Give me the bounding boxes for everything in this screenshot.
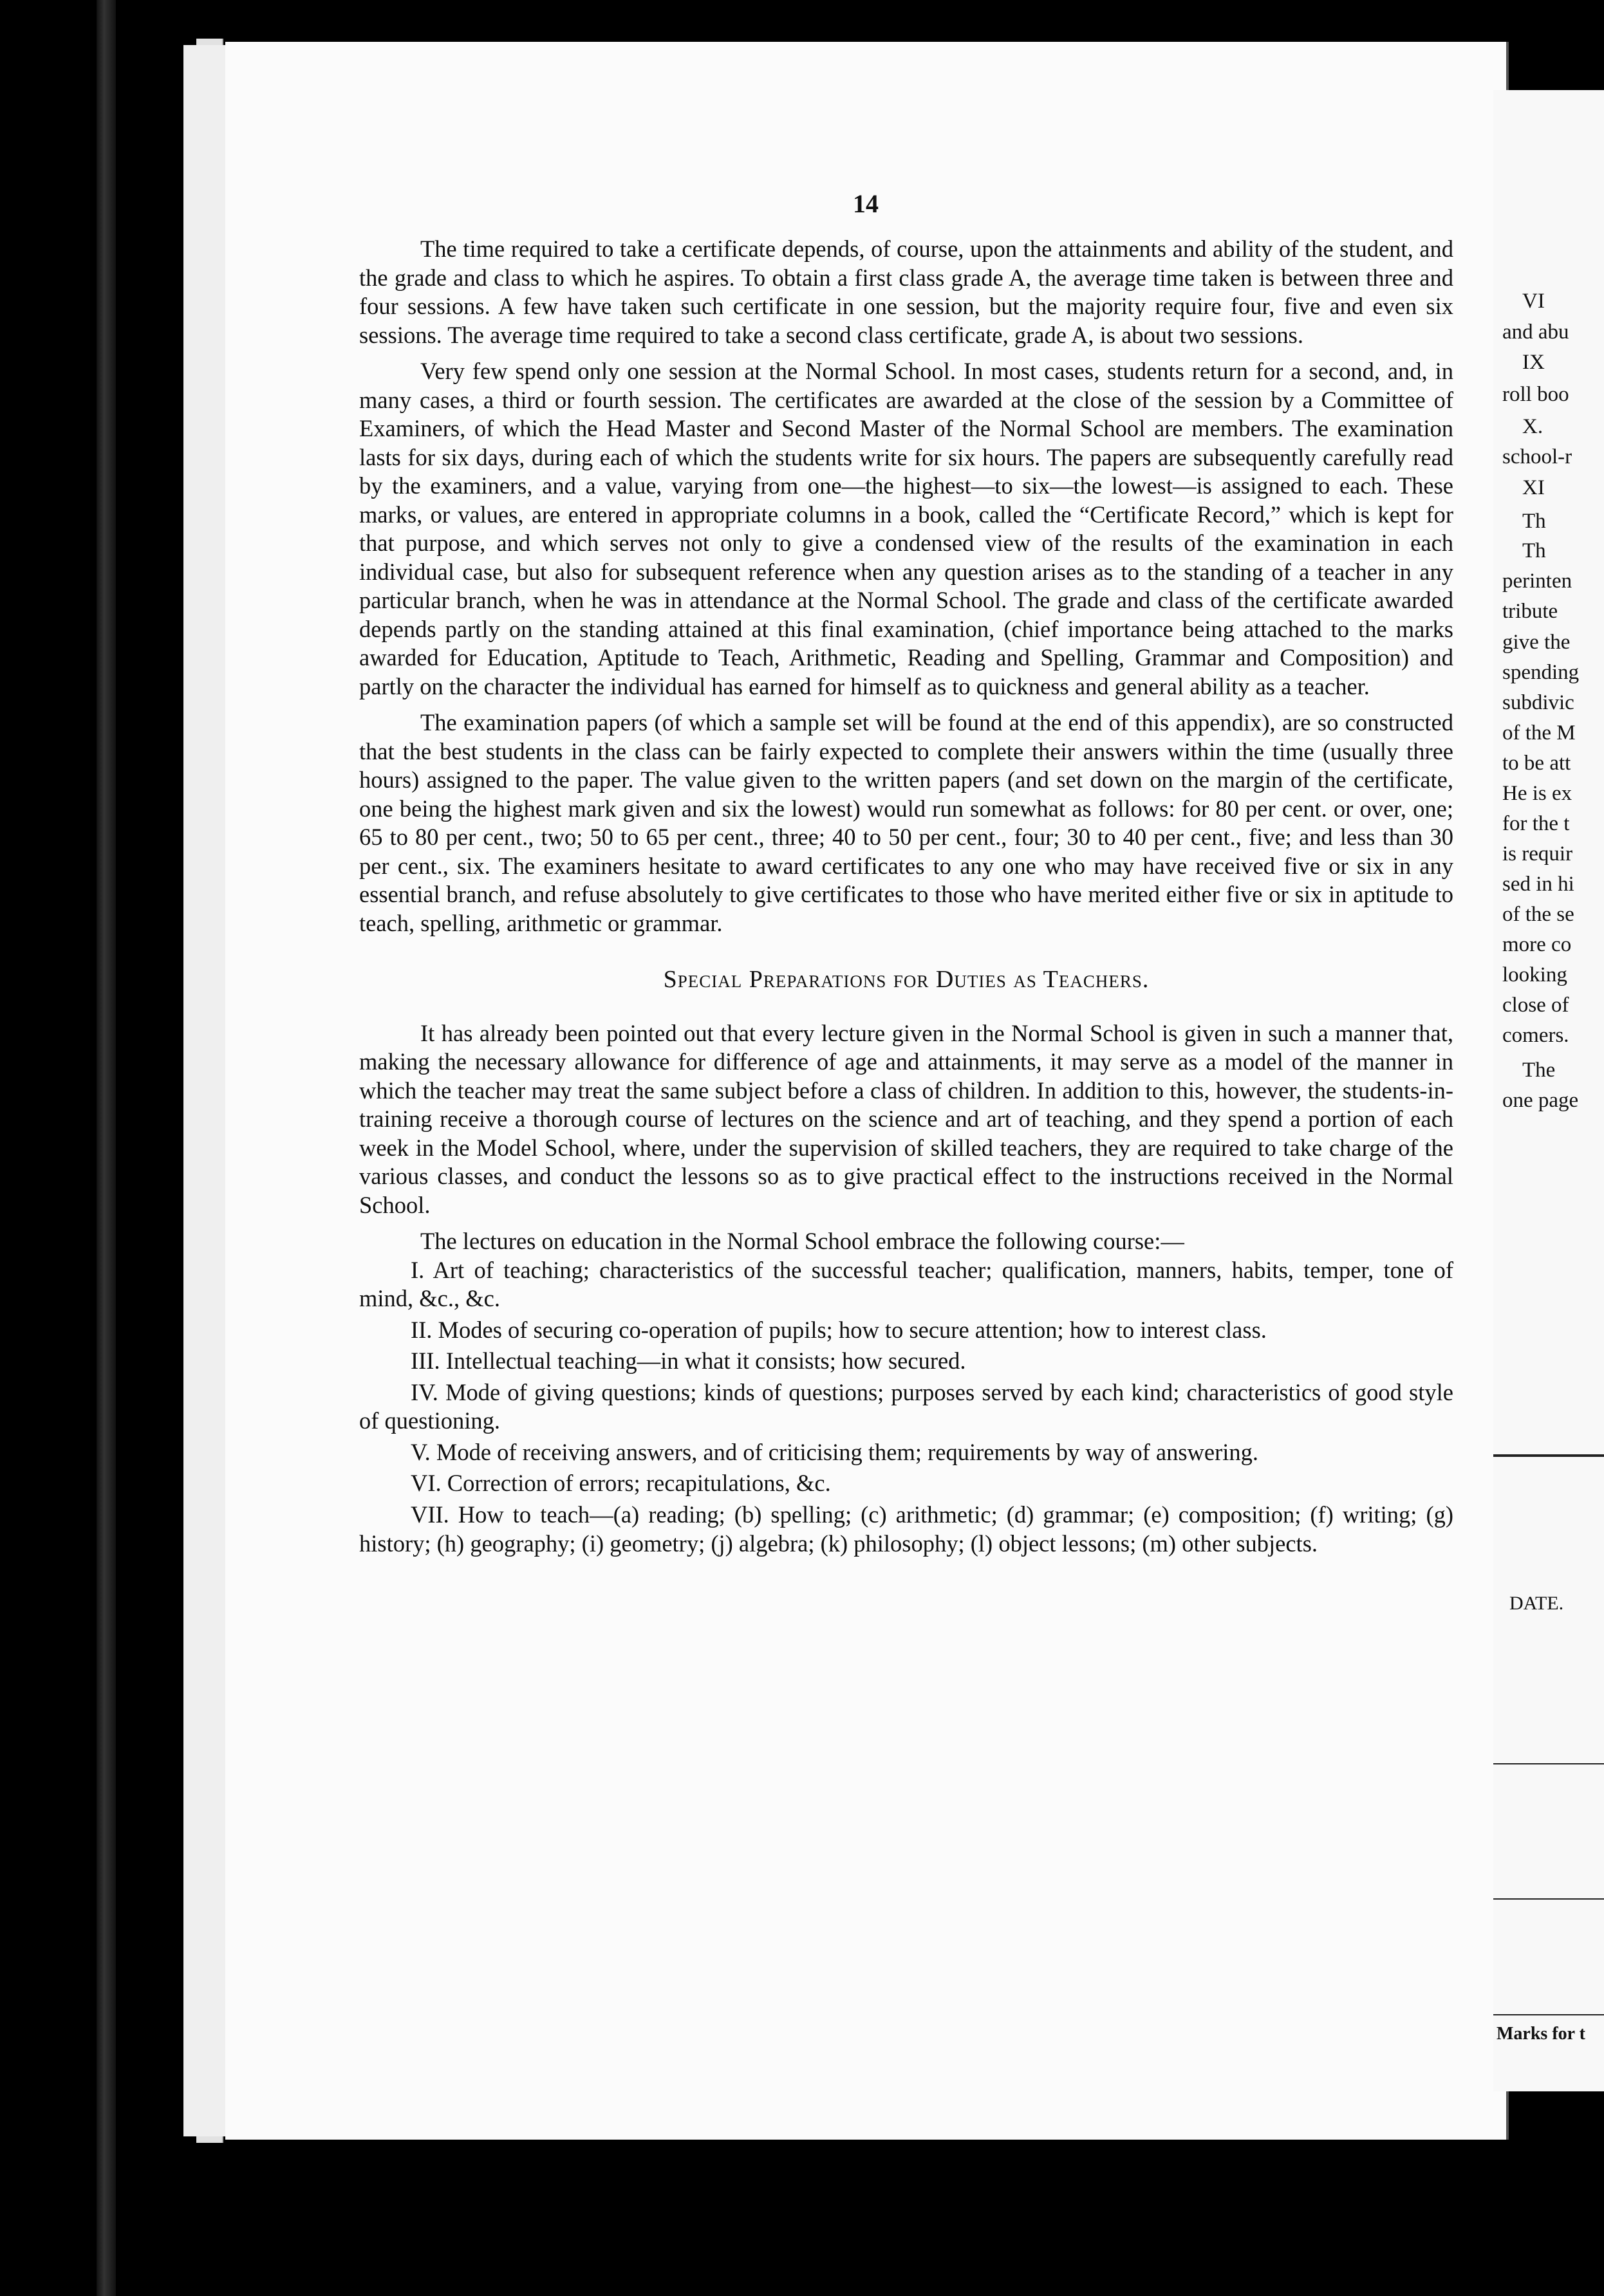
adjacent-page-text: spending [1502,661,1580,684]
adjacent-page-text: tribute [1502,600,1558,623]
adjacent-page-text: X. [1522,415,1543,438]
paragraph: It has already been pointed out that every lecture given in the Normal School is given in such a manner that, making the necessary allowance for difference of age and attainments, it may serve as a model of the manner in which the teacher may treat the same subject before a class of children. In addition to this, however, the students-in-training receive a thorough course of lectures on the science and art of teaching, and they spend a portion of each week in the Model School, where, under the supervision of skilled teachers, they are required to take charge of the various classes, and conduct the lessons so as to give practical effect to the instructions received in the Normal School. [359,1019,1453,1218]
page-number: 14 [853,189,879,218]
adjacent-page-rule [1493,1763,1604,1764]
paragraph: Very few spend only one session at the Normal School. In most cases, students return for a second, and, in many cases, a third or fourth session. The certificates are awarded at the close of the session by a Committee of Examiners, of which the Head Master and Second Master of the Normal School are members. The examination lasts for six days, during each of which the students write for six hours. The papers are subsequently carefully read by the examiners, and a value, varying from one—the highest—to six—the lowest—is assigned to each. These marks, or values, are entered in appropriate columns in a book, called the “Certificate Record,” which is kept for that purpose, and which serves not only to give a condensed view of the results of the examination in each individual case, but also for subsequent reference when any question arises as to the standing of a teacher in any particular branch, when he was in attendance at the Normal School. The grade and class of the certificate awarded depends partly on the standing attained at this final examination, (chief importance being attached to the marks awarded for Education, Aptitude to Teach, Arithmetic, Reading and Spelling, Grammar and Composition) and partly on the character the individual has earned for himself as to quickness and general ability as a teacher. [359,358,1453,699]
course-item: III. Intellectual teaching—in what it consists; how secured. [411,1347,966,1375]
adjacent-page-text: school-r [1502,445,1572,468]
course-list [359,1256,1453,1558]
paragraph: The examination papers (of which a sample set will be found at the end of this appendix), are so constructed that the best students in the class can be fairly expected to complete their answers within the time (usually three hours) assigned to the paper. The value given to the written papers (and set down on the margin of the certificate, one being the highest mark given and six the lowest) would run somewhat as follows: for 80 per cent. or over, one; 65 to 80 per cent., two; 50 to 65 per cent., three; 40 to 50 per cent., four; 30 to 40 per cent., five; and less than 30 per cent., six. The examiners hesitate to award certificates to any one who may have received five or six in any essential branch, and refuse absolutely to give certificates to those who have merited either five or six in aptitude to teach, spelling, arithmetic or grammar. [359,709,1453,936]
adjacent-page-text: Th [1522,539,1546,562]
adjacent-page-text: XI [1522,476,1545,499]
adjacent-page-text: looking [1502,963,1567,986]
adjacent-page-rule [1493,1898,1604,1900]
adjacent-page-rule [1493,1454,1604,1457]
document-page [225,42,1509,2140]
adjacent-page-text: Marks for t [1497,2024,1585,2044]
paragraph: The lectures on education in the Normal School embrace the following course:— [420,1228,1184,1255]
adjacent-page-text: roll boo [1502,383,1569,406]
adjacent-page-text: is requir [1502,842,1573,866]
adjacent-page-text: for the t [1502,812,1570,835]
adjacent-page-text: close of [1502,994,1569,1017]
adjacent-page-text: IX [1522,351,1545,374]
course-item: V. Mode of receiving answers, and of criticising them; requirements by way of answering. [411,1438,1259,1465]
adjacent-page-text: of the M [1502,721,1576,745]
adjacent-page-text: subdivic [1502,691,1574,714]
course-item: VI. Correction of errors; recapitulations, &c. [411,1470,831,1497]
adjacent-page-text: one page [1502,1089,1579,1112]
adjacent-page-text: sed in hi [1502,873,1574,896]
adjacent-page-text: VI [1522,290,1545,313]
course-item: VII. How to teach—(a) reading; (b) spelling; (c) arithmetic; (d) grammar; (e) composition; (f) writing; (g) history; (h) geography; (i) geometry; (j) algebra; (k) philosophy; (l) object lessons; (m) other subjects. [359,1501,1453,1557]
page-content [359,235,1453,1558]
adjacent-page-text: Th [1522,510,1546,533]
adjacent-page-text: of the se [1502,903,1574,926]
adjacent-page-text: The [1522,1059,1556,1082]
adjacent-page-text: give the [1502,631,1571,654]
adjacent-page-text: perinten [1502,569,1572,593]
course-item: IV. Mode of giving questions; kinds of questions; purposes served by each kind; characteristics of good style of questioning. [359,1378,1453,1434]
adjacent-page-text: and abu [1502,320,1569,344]
course-item: I. Art of teaching; characteristics of the successful teacher; qualification, manners, habits, temper, tone of mind, &c., &c. [359,1256,1453,1312]
adjacent-page [1493,90,1604,2091]
adjacent-page-text: comers. [1502,1024,1569,1047]
paragraph: The time required to take a certificate depends, of course, upon the attainments and ability of the student, and the grade and class to which he aspires. To obtain a first class grade A, the average time taken is between three and four sessions. A few have taken such certificate in one session, but the majority require four, five and even six sessions. The average time required to take a second class certificate, grade A, is about two sessions. [359,236,1453,348]
adjacent-page-text: more co [1502,933,1572,956]
adjacent-page-text: DATE. [1509,1593,1564,1614]
adjacent-page-rule [1493,2014,1604,2015]
course-item: II. Modes of securing co-operation of pupils; how to secure attention; how to interest class. [411,1316,1267,1343]
scan-edge [97,0,116,2296]
adjacent-page-text: He is ex [1502,782,1572,805]
section-heading: Special Preparations for Duties as Teachers. [663,966,1150,994]
adjacent-page-text: to be att [1502,752,1571,775]
